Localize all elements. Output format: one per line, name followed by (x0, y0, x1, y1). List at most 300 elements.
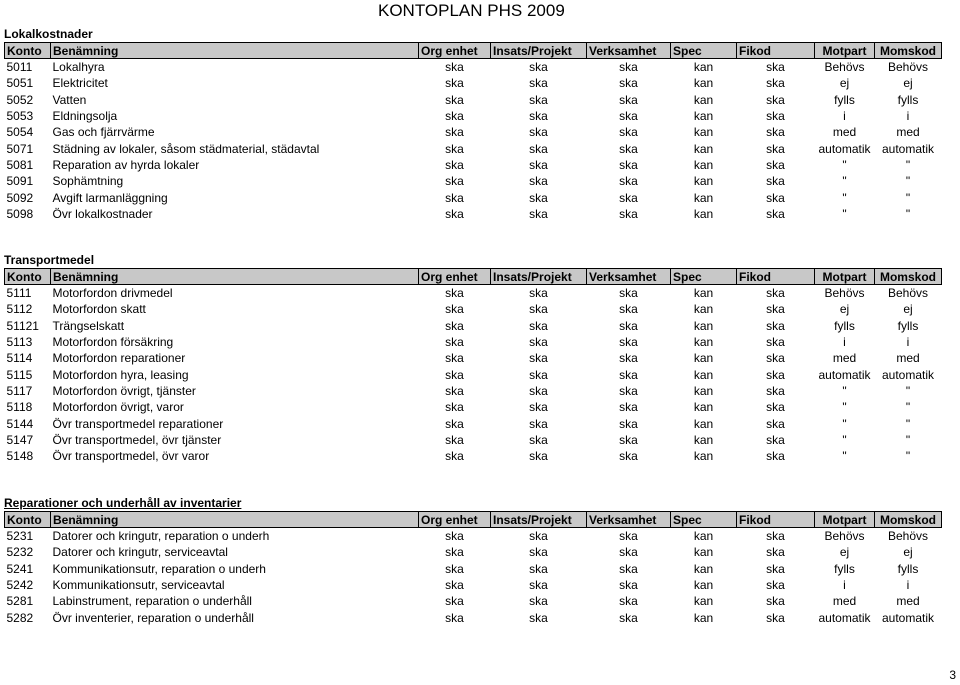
table-cell: 5147 (6, 432, 34, 447)
account-table (4, 42, 942, 222)
table-cell: ska (766, 610, 785, 625)
column-header: Benämning (51, 512, 419, 528)
table-cell: ska (619, 302, 638, 317)
table-cell: 51121 (6, 318, 39, 333)
table-cell: 5071 (6, 141, 34, 156)
table-cell: " (905, 432, 911, 447)
table-cell: Lokalhyra (52, 60, 105, 75)
table-cell: ska (529, 302, 548, 317)
table-cell: ska (619, 125, 638, 140)
table-row (5, 108, 942, 124)
table-row (5, 157, 942, 173)
table-row (5, 124, 942, 140)
table-row (5, 318, 942, 334)
table-cell: " (905, 449, 911, 464)
table-cell: ska (619, 141, 638, 156)
table-cell: kan (693, 190, 714, 205)
column-header: Insats/Projekt (491, 512, 587, 528)
table-cell: 5051 (6, 76, 34, 91)
table-cell: ska (619, 529, 638, 544)
table-cell: ska (766, 594, 785, 609)
table-row (5, 334, 942, 350)
table-cell: kan (693, 76, 714, 91)
table-cell: 5092 (6, 190, 34, 205)
table-cell: i (906, 578, 910, 593)
table-cell: fylls (897, 318, 919, 333)
table-cell: ska (529, 174, 548, 189)
table-cell: ska (529, 383, 548, 398)
table-cell: ska (766, 545, 785, 560)
table-row (5, 383, 942, 399)
column-header: Verksamhet (587, 512, 671, 528)
table-cell: Behövs (824, 529, 865, 544)
table-cell: ska (766, 529, 785, 544)
table-cell: ej (839, 302, 850, 317)
column-header: Motpart (815, 512, 875, 528)
table-cell: ska (619, 335, 638, 350)
table-cell: ska (445, 529, 464, 544)
table-cell: ska (529, 594, 548, 609)
table-cell: ska (529, 561, 548, 576)
table-cell: " (905, 157, 911, 172)
table-cell: 5118 (6, 400, 33, 415)
table-cell: med (832, 594, 857, 609)
account-table (4, 268, 942, 464)
table-cell: Motorfordon övrigt, tjänster (52, 383, 196, 398)
table-cell: ska (529, 529, 548, 544)
table-cell: kan (693, 610, 714, 625)
table-cell: 5281 (6, 594, 34, 609)
table-cell: Städning av lokaler, såsom städmaterial, städavtal (52, 141, 320, 156)
column-header: Org enhet (419, 512, 491, 528)
table-cell: ska (766, 60, 785, 75)
table-cell: ska (445, 578, 464, 593)
table-cell: ska (619, 545, 638, 560)
table-cell: kan (693, 545, 714, 560)
table-cell: ska (445, 351, 464, 366)
table-cell: Motorfordon reparationer (52, 351, 186, 366)
table-cell: ska (766, 76, 785, 91)
table-cell: Övr transportmedel, övr tjänster (52, 432, 222, 447)
header-row (5, 43, 942, 59)
section-lokalkostnader (4, 26, 941, 222)
table-cell: automatik (881, 141, 935, 156)
table-row (5, 285, 942, 302)
table-row (5, 301, 942, 317)
table-cell: ska (619, 206, 638, 221)
table-cell: ska (766, 561, 785, 576)
table-row (5, 59, 942, 76)
table-cell: Behövs (824, 60, 865, 75)
table-row (5, 350, 942, 366)
table-cell: ska (529, 578, 548, 593)
table-cell: ska (445, 109, 464, 124)
table-cell: Övr transportmedel reparationer (52, 416, 224, 431)
column-header: Benämning (51, 43, 419, 59)
table-cell: automatik (818, 610, 871, 625)
table-cell: ej (903, 302, 913, 317)
table-cell: ska (766, 383, 785, 398)
table-cell: 5091 (6, 174, 34, 189)
table-cell: ska (766, 302, 785, 317)
table-cell: Reparation av hyrda lokaler (52, 157, 200, 172)
table-cell: kan (693, 92, 714, 107)
table-cell: ska (766, 318, 785, 333)
table-cell: ska (529, 157, 548, 172)
table-cell: ska (619, 76, 638, 91)
column-header: Verksamhet (587, 269, 671, 285)
table-cell: 5081 (6, 157, 34, 172)
table-cell: ska (619, 351, 638, 366)
table-cell: ska (445, 286, 464, 301)
table-cell: Elektricitet (52, 76, 108, 91)
table-cell: 5144 (6, 416, 34, 431)
table-cell: ska (766, 416, 785, 431)
table-cell: Övr inventerier, reparation o underhåll (52, 610, 254, 625)
table-cell: ska (445, 92, 464, 107)
table-cell: ska (529, 76, 548, 91)
table-cell: ska (445, 383, 464, 398)
table-cell: ska (766, 109, 785, 124)
table-cell: Motorfordon drivmedel (52, 286, 173, 301)
table-row (5, 528, 942, 545)
column-header: Org enhet (419, 43, 491, 59)
table-cell: " (842, 416, 847, 431)
table-row (5, 75, 942, 91)
table-cell: kan (693, 594, 714, 609)
table-cell: 5241 (6, 561, 34, 576)
column-header: Motpart (815, 43, 875, 59)
table-cell: ej (839, 76, 850, 91)
column-header: Org enhet (419, 269, 491, 285)
table-cell: ska (766, 351, 785, 366)
table-cell: ska (766, 157, 785, 172)
table-cell: 5231 (6, 529, 34, 544)
table-cell: ska (619, 318, 638, 333)
table-cell: 5111 (6, 286, 32, 301)
table-cell: kan (693, 400, 714, 415)
table-cell: ska (619, 190, 638, 205)
table-cell: ska (529, 286, 548, 301)
table-cell: ska (529, 60, 548, 75)
column-header: Fikod (737, 43, 815, 59)
table-cell: ej (839, 545, 850, 560)
table-cell: ska (529, 335, 548, 350)
table-cell: ska (619, 416, 638, 431)
account-table (4, 511, 942, 626)
table-cell: kan (693, 529, 714, 544)
table-cell: kan (693, 206, 714, 221)
document-title: KONTOPLAN PHS 2009 (378, 1, 565, 20)
table-cell: ska (529, 449, 548, 464)
table-cell: ska (766, 432, 785, 447)
column-header: Spec (671, 43, 737, 59)
table-cell: ska (766, 367, 785, 382)
table-cell: kan (693, 109, 714, 124)
table-cell: automatik (881, 367, 935, 382)
table-cell: ska (445, 206, 464, 221)
column-header: Insats/Projekt (491, 269, 587, 285)
table-cell: Motorfordon försäkring (52, 335, 174, 350)
table-cell: ska (766, 206, 785, 221)
table-cell: 5114 (6, 351, 33, 366)
table-cell: kan (693, 449, 714, 464)
column-header: Konto (5, 269, 51, 285)
table-cell: ska (619, 92, 638, 107)
table-cell: ska (619, 578, 638, 593)
table-cell: ska (766, 400, 785, 415)
table-cell: 5117 (6, 383, 33, 398)
table-cell: ska (445, 449, 464, 464)
table-cell: kan (693, 302, 714, 317)
table-cell: med (896, 351, 920, 366)
table-cell: ska (445, 157, 464, 172)
table-row (5, 561, 942, 577)
table-cell: i (843, 335, 846, 350)
table-cell: Eldningsolja (52, 109, 118, 124)
table-cell: Motorfordon övrigt, varor (52, 400, 184, 415)
table-cell: kan (693, 351, 714, 366)
table-cell: Labinstrument, reparation o underhåll (52, 594, 252, 609)
table-cell: Behövs (887, 60, 929, 75)
table-cell: kan (693, 432, 714, 447)
table-cell: Datorer och kringutr, reparation o underh (52, 529, 270, 544)
table-row (5, 577, 942, 593)
table-cell: ska (619, 367, 638, 382)
table-cell: kan (693, 60, 714, 75)
table-cell: Behövs (824, 286, 865, 301)
header-row (5, 269, 942, 285)
table-cell: kan (693, 383, 714, 398)
table-cell: ska (766, 190, 785, 205)
table-cell: ska (445, 432, 464, 447)
table-cell: med (896, 125, 920, 140)
section-title: Transportmedel (4, 253, 95, 267)
table-cell: ska (529, 416, 548, 431)
table-cell: ska (529, 610, 548, 625)
table-cell: kan (693, 561, 714, 576)
table-cell: Trängselskatt (52, 318, 125, 333)
table-cell: ska (445, 594, 464, 609)
table-cell: ska (529, 109, 548, 124)
table-cell: automatik (818, 367, 871, 382)
table-cell: 5115 (6, 367, 33, 382)
table-cell: 5098 (6, 206, 34, 221)
table-cell: " (842, 157, 847, 172)
table-cell: ska (529, 206, 548, 221)
column-header: Spec (671, 269, 737, 285)
table-cell: med (896, 594, 920, 609)
table-cell: i (906, 109, 910, 124)
table-cell: 5054 (6, 125, 34, 140)
table-cell: 5053 (6, 109, 34, 124)
table-cell: ska (445, 367, 464, 382)
table-cell: ska (619, 561, 638, 576)
table-cell: 5232 (6, 545, 34, 560)
section-title: Lokalkostnader (4, 27, 93, 41)
column-header: Fikod (737, 269, 815, 285)
table-cell: " (842, 383, 847, 398)
table-cell: Sophämtning (52, 174, 124, 189)
table-cell: ej (903, 545, 913, 560)
table-cell: ska (766, 92, 785, 107)
table-cell: ska (445, 76, 464, 91)
table-cell: Motorfordon skatt (52, 302, 146, 317)
table-cell: ska (445, 174, 464, 189)
table-row (5, 140, 942, 156)
table-cell: kan (693, 416, 714, 431)
table-cell: ska (445, 190, 464, 205)
table-cell: ska (619, 594, 638, 609)
table-cell: Avgift larmanläggning (52, 190, 168, 205)
table-cell: Motorfordon hyra, leasing (52, 367, 189, 382)
table-cell: 5242 (6, 578, 34, 593)
table-cell: fylls (897, 561, 919, 576)
table-cell: ska (445, 400, 464, 415)
header-row (5, 512, 942, 528)
table-row (5, 609, 942, 625)
table-cell: ska (445, 545, 464, 560)
column-header: Momskod (875, 43, 942, 59)
table-cell: kan (693, 286, 714, 301)
page-number: 3 (949, 668, 956, 682)
table-cell: ska (445, 318, 464, 333)
table-cell: kan (693, 141, 714, 156)
section-reparationer (4, 495, 941, 626)
column-header: Insats/Projekt (491, 43, 587, 59)
table-cell: Kommunikationsutr, reparation o underh (52, 561, 266, 576)
table-cell: i (843, 578, 846, 593)
column-header: Benämning (51, 269, 419, 285)
table-cell: ska (445, 335, 464, 350)
table-cell: ska (766, 449, 785, 464)
table-cell: Vatten (52, 92, 87, 107)
table-cell: ska (445, 561, 464, 576)
table-row (5, 366, 942, 382)
table-cell: 5113 (6, 335, 33, 350)
table-cell: automatik (881, 610, 935, 625)
table-cell: ska (619, 109, 638, 124)
column-header: Konto (5, 512, 51, 528)
table-row (5, 448, 942, 464)
table-cell: ska (529, 432, 548, 447)
table-row (5, 206, 942, 222)
table-cell: " (905, 416, 911, 431)
section-title: Reparationer och underhåll av inventarier (4, 496, 242, 510)
table-cell: kan (693, 335, 714, 350)
table-cell: " (905, 206, 911, 221)
table-cell: ska (766, 141, 785, 156)
table-cell: ska (529, 190, 548, 205)
table-cell: ska (619, 400, 638, 415)
table-cell: ska (529, 318, 548, 333)
column-header: Spec (671, 512, 737, 528)
table-cell: " (842, 400, 847, 415)
column-header: Konto (5, 43, 51, 59)
table-cell: " (905, 383, 911, 398)
table-cell: ska (619, 432, 638, 447)
table-cell: kan (693, 125, 714, 140)
table-cell: fylls (834, 561, 855, 576)
table-row (5, 189, 942, 205)
column-header: Verksamhet (587, 43, 671, 59)
table-cell: ska (529, 92, 548, 107)
table-cell: ska (766, 286, 785, 301)
column-header: Motpart (815, 269, 875, 285)
table-cell: ska (529, 367, 548, 382)
table-cell: ska (445, 302, 464, 317)
table-cell: 5112 (6, 302, 33, 317)
table-cell: fylls (897, 92, 919, 107)
table-cell: automatik (818, 141, 871, 156)
table-cell: ska (529, 351, 548, 366)
table-cell: ska (619, 60, 638, 75)
table-cell: i (843, 109, 846, 124)
column-header: Fikod (737, 512, 815, 528)
table-cell: " (905, 190, 911, 205)
table-cell: Övr transportmedel, övr varor (52, 449, 210, 464)
table-cell: ska (529, 125, 548, 140)
table-cell: kan (693, 367, 714, 382)
table-cell: " (905, 174, 911, 189)
table-cell: ska (445, 141, 464, 156)
table-cell: Behövs (887, 286, 929, 301)
table-row (5, 399, 942, 415)
table-row (5, 173, 942, 189)
table-cell: kan (693, 157, 714, 172)
table-cell: " (842, 174, 847, 189)
table-cell: med (832, 351, 857, 366)
table-cell: Behövs (887, 529, 929, 544)
table-row (5, 432, 942, 448)
table-cell: fylls (834, 318, 855, 333)
table-cell: Övr lokalkostnader (52, 206, 153, 221)
table-cell: ska (619, 174, 638, 189)
table-cell: 5052 (6, 92, 34, 107)
table-row (5, 415, 942, 431)
table-cell: 5282 (6, 610, 34, 625)
table-row (5, 593, 942, 609)
table-cell: ska (619, 610, 638, 625)
table-cell: 5011 (6, 60, 33, 75)
table-cell: ska (445, 416, 464, 431)
table-cell: ska (766, 578, 785, 593)
table-cell: kan (693, 578, 714, 593)
table-cell: ska (766, 335, 785, 350)
table-cell: kan (693, 174, 714, 189)
table-cell: Kommunikationsutr, serviceavtal (52, 578, 225, 593)
column-header: Momskod (875, 269, 942, 285)
section-transportmedel (4, 252, 941, 464)
column-header: Momskod (875, 512, 942, 528)
table-cell: " (842, 206, 847, 221)
table-cell: " (842, 190, 847, 205)
table-cell: ska (445, 125, 464, 140)
table-cell: ej (903, 76, 913, 91)
table-cell: ska (619, 449, 638, 464)
table-cell: Gas och fjärrvärme (52, 125, 155, 140)
table-cell: ska (529, 141, 548, 156)
table-cell: kan (693, 318, 714, 333)
table-cell: fylls (834, 92, 855, 107)
table-cell: 5148 (6, 449, 34, 464)
table-cell: ska (529, 400, 548, 415)
table-cell: ska (619, 383, 638, 398)
table-cell: med (832, 125, 857, 140)
table-cell: Datorer och kringutr, serviceavtal (52, 545, 228, 560)
table-cell: " (842, 432, 847, 447)
table-row (5, 92, 942, 108)
